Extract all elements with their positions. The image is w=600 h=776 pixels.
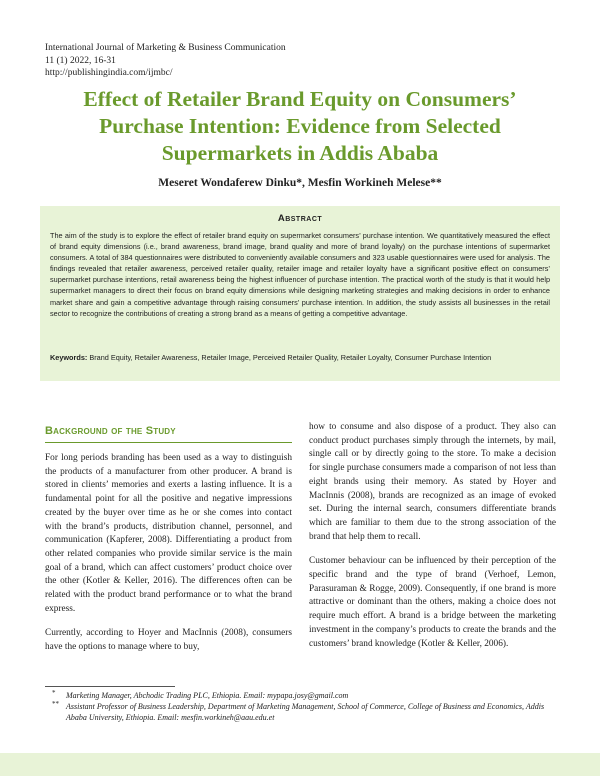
paragraph: Customer behaviour can be influenced by their perception of the specific brand and the type of brand (Verhoef, Lemon, Parasuraman & Rogge, 2009). Consequently, if one brand is more attractive or dominant than the others, making a choice does not require much effort. A brand is a bridge between the marketing investment in the company’s products to create the brands and the customers’ brand knowledge (Kotler & Keller, 2006). bbox=[309, 556, 556, 649]
footnote-divider bbox=[45, 686, 175, 687]
keywords-text: Brand Equity, Retailer Awareness, Retailer Image, Perceived Retailer Quality, Retailer Loyalty, Consumer Purchase Intention bbox=[89, 353, 492, 362]
footnote-text: Marketing Manager, Abchodic Trading PLC, Ethiopia. Email: mypapa.josy@gmail.com bbox=[66, 691, 349, 700]
section-heading bbox=[45, 425, 176, 437]
footnote-text: Assistant Professor of Business Leadership, Department of Marketing Management, School of Commerce, College of Business and Economics, Addis Ababa University, Ethiopia. Email: mesfin.workineh@aau.edu.et bbox=[66, 702, 545, 722]
column-left bbox=[45, 452, 292, 666]
paragraph: Currently, according to Hoyer and MacInnis (2008), consumers have the options to manage where to buy, bbox=[45, 628, 292, 653]
section-heading-text: Background of the Study bbox=[45, 425, 176, 437]
page-bottom-band bbox=[0, 753, 600, 776]
article-authors: Meseret Wondaferew Dinku*, Mesfin Workineh Melese** bbox=[158, 177, 442, 189]
abstract-text: The aim of the study is to explore the effect of retailer brand equity on supermarket consumers’ purchase intention. We quantitatively measured the effect of brand equity dimensions (i.e., brand awareness, brand image, brand quality and more of brand loyalty) on the purchase intentions of supermarket consumers. A total of 384 questionnaires were distributed to conveniently available consumers and 323 usable questionnaires were used for analysis. The findings revealed that retailer awareness, perceived retailer quality, retailer image and retailer loyalty have a significant positive effect on consumers’ supermarket purchase intentions, retail awareness being the highest influencer of purchase intention. The practical worth of the study is that it would help supermarket managers to direct their focus on brand equity dimensions while designing marketing strategies and making decisions in order to enhance market share and gain a competitive advantage through raising consumers’ purchase intention. In addition, the study assists all businesses in the retail sector to recognize the contributions of creating a strong brand as a means of getting a competitive advantage. bbox=[50, 231, 550, 318]
footnote bbox=[52, 701, 552, 723]
journal-volume: 11 (1) 2022, 16-31 bbox=[45, 55, 116, 66]
section-divider bbox=[45, 442, 292, 443]
footnote-mark: ** bbox=[52, 700, 59, 708]
abstract-heading-text: Abstract bbox=[277, 213, 323, 224]
column-right bbox=[309, 421, 556, 662]
article-title: Effect of Retailer Brand Equity on Consumers’ Purchase Intention: Evidence from Selected Supermarkets in Addis Ababa bbox=[83, 87, 517, 165]
paragraph: how to consume and also dispose of a product. They also can conduct product purchases simply through the internets, by mail, single call or by directly going to the store. To make a decision for single purchase consumers made a comparison of not less than eight brands using their memory. As stated by Hoyer and MacInnis (2008), brands are recognized as an image of evoked set. During the internal search, consumers differentiate brands which are familiar to them due to the strong association of the brand that help them to recall. bbox=[309, 422, 556, 542]
keywords-label: Keywords: bbox=[50, 353, 88, 362]
footnote bbox=[52, 690, 552, 701]
journal-name: International Journal of Marketing & Business Communication bbox=[45, 43, 286, 53]
journal-url: http://publishingindia.com/ijmbc/ bbox=[45, 68, 173, 78]
abstract-heading bbox=[40, 213, 560, 224]
paragraph: For long periods branding has been used as a way to distinguish the products of a manufacturer from other producer. A brand is stored in clients’ memories and exerts a lasting influence. It is a fundamental point for all the positive and negative impressions created by the buyer over time as he or she comes into contact with the brand’s products, distribution channel, personnel, and communication (Kapferer, 2008). Differentiating a product from other related companies who provide similar service is the main goal of a brand, which can affect customers’ product choice over the other (Kotler & Keller, 2016). The differences often can be related with the product brand performance or to what the brand express. bbox=[45, 453, 292, 614]
keywords bbox=[50, 352, 550, 363]
abstract-box bbox=[40, 206, 560, 381]
footnotes bbox=[52, 690, 552, 723]
footnote-mark: * bbox=[52, 689, 56, 697]
journal-header bbox=[45, 42, 286, 80]
